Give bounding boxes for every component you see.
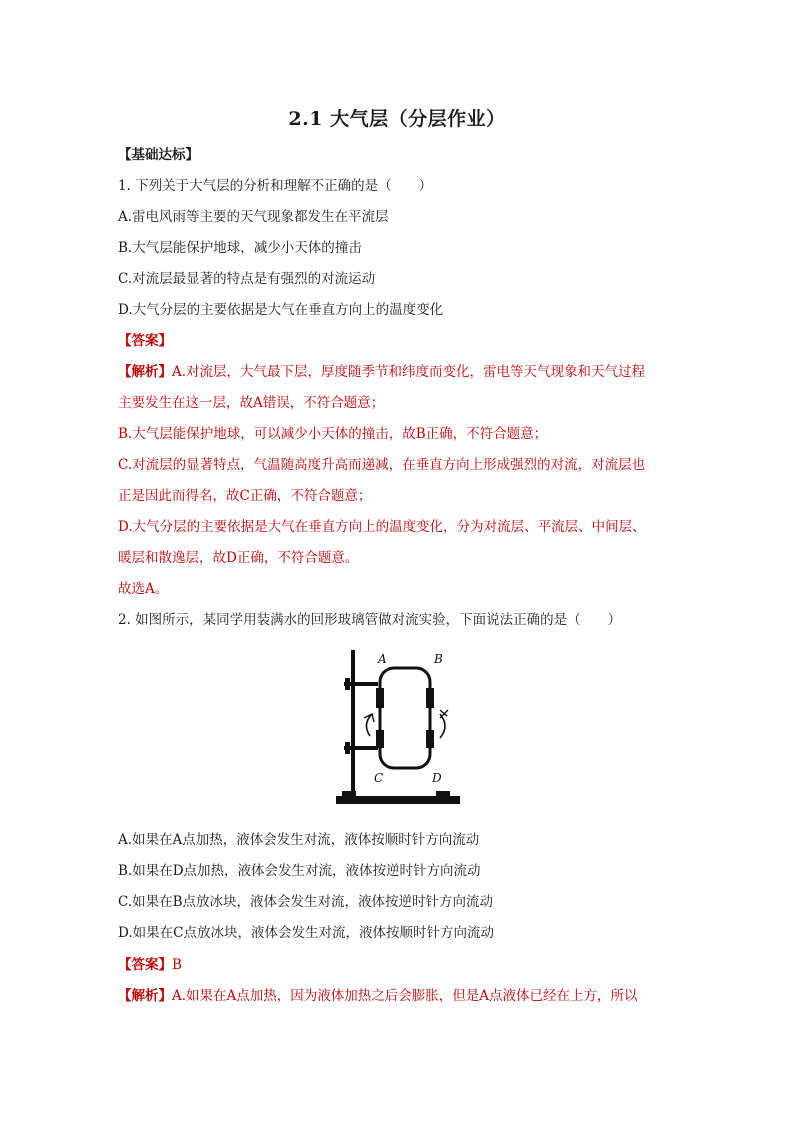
q1-analysis-line-7: 暖层和散逸层，故D正确，不符合题意。 <box>118 550 359 566</box>
q2-answer-line <box>118 955 182 975</box>
q1-answer-label: 【答案】 <box>118 333 172 349</box>
q1-option-d: D.大气分层的主要依据是大气在垂直方向上的温度变化 <box>118 302 444 318</box>
q1-analysis-line-6: D.大气分层的主要依据是大气在垂直方向上的温度变化，分为对流层、平流层、中间层、 <box>118 519 646 535</box>
question-1-stem: 1. 下列关于大气层的分析和理解不正确的是（ ） <box>118 178 433 194</box>
section-heading: 【基础达标】 <box>118 147 199 163</box>
label-b: B <box>434 652 443 666</box>
q1-analysis-text-1: A.对流层，大气最下层，厚度随季节和纬度而变化，雷电等天气现象和天气过程 <box>172 364 646 380</box>
convection-tube-figure <box>330 644 470 810</box>
q1-analysis-line-5: 正是因此而得名，故C正确，不符合题意； <box>118 488 372 504</box>
label-a: A <box>378 652 387 666</box>
label-c: C <box>374 771 384 785</box>
glass-tube-loop <box>380 668 430 768</box>
connector-right-top <box>426 688 434 708</box>
stand-foot-right <box>436 791 450 797</box>
question-2-stem: 2. 如图所示，某同学用装满水的回形玻璃管做对流实验，下面说法正确的是（ ） <box>118 612 622 628</box>
q1-analysis-line-3: B.大气层能保护地球，可以减少小天体的撞击，故B正确，不符合题意； <box>118 426 548 442</box>
q1-option-a: A.雷电风雨等主要的天气现象都发生在平流层 <box>118 209 389 225</box>
stand-rod <box>351 650 355 796</box>
q1-analysis-line-4: C.对流层的显著特点，气温随高度升高而递减，在垂直方向上形成强烈的对流，对流层也 <box>118 457 646 473</box>
connector-left-top <box>376 688 384 708</box>
q2-answer-label: 【答案】 <box>118 957 172 973</box>
q1-analysis-line-2: 主要发生在这一层，故A错误，不符合题意； <box>118 395 385 411</box>
page-title: 2.1 大气层（分层作业） <box>288 108 506 130</box>
q2-analysis-line-1 <box>118 986 638 1006</box>
clamp-knob-upper <box>345 678 350 690</box>
q2-analysis-text-1: A.如果在A点加热，因为液体加热之后会膨胀，但是A点液体已经在上方，所以 <box>172 988 638 1004</box>
q1-analysis-line-1 <box>118 362 645 382</box>
q2-analysis-label: 【解析】 <box>118 988 172 1004</box>
flow-arrow-left <box>366 714 372 736</box>
clamp-knob-lower <box>345 742 350 754</box>
connector-right-bottom <box>426 730 434 748</box>
q1-analysis-label: 【解析】 <box>118 364 172 380</box>
q1-option-c: C.对流层最显著的特点是有强烈的对流运动 <box>118 271 376 287</box>
q2-option-c: C.如果在B点放冰块，液体会发生对流，液体按逆时针方向流动 <box>118 894 494 910</box>
q2-option-d: D.如果在C点放冰块，液体会发生对流，液体按顺时针方向流动 <box>118 925 494 941</box>
q2-answer-value: B <box>172 957 182 973</box>
connector-left-bottom <box>376 730 384 748</box>
label-d: D <box>432 771 442 785</box>
q2-option-a: A.如果在A点加热，液体会发生对流，液体按顺时针方向流动 <box>118 832 480 848</box>
stand-base <box>336 796 460 804</box>
q2-option-b: B.如果在D点加热，液体会发生对流，液体按逆时针方向流动 <box>118 863 481 879</box>
convection-apparatus-diagram <box>330 644 470 810</box>
q1-conclusion: 故选A。 <box>118 581 169 597</box>
q1-option-b: B.大气层能保护地球，减少小天体的撞击 <box>118 240 362 256</box>
